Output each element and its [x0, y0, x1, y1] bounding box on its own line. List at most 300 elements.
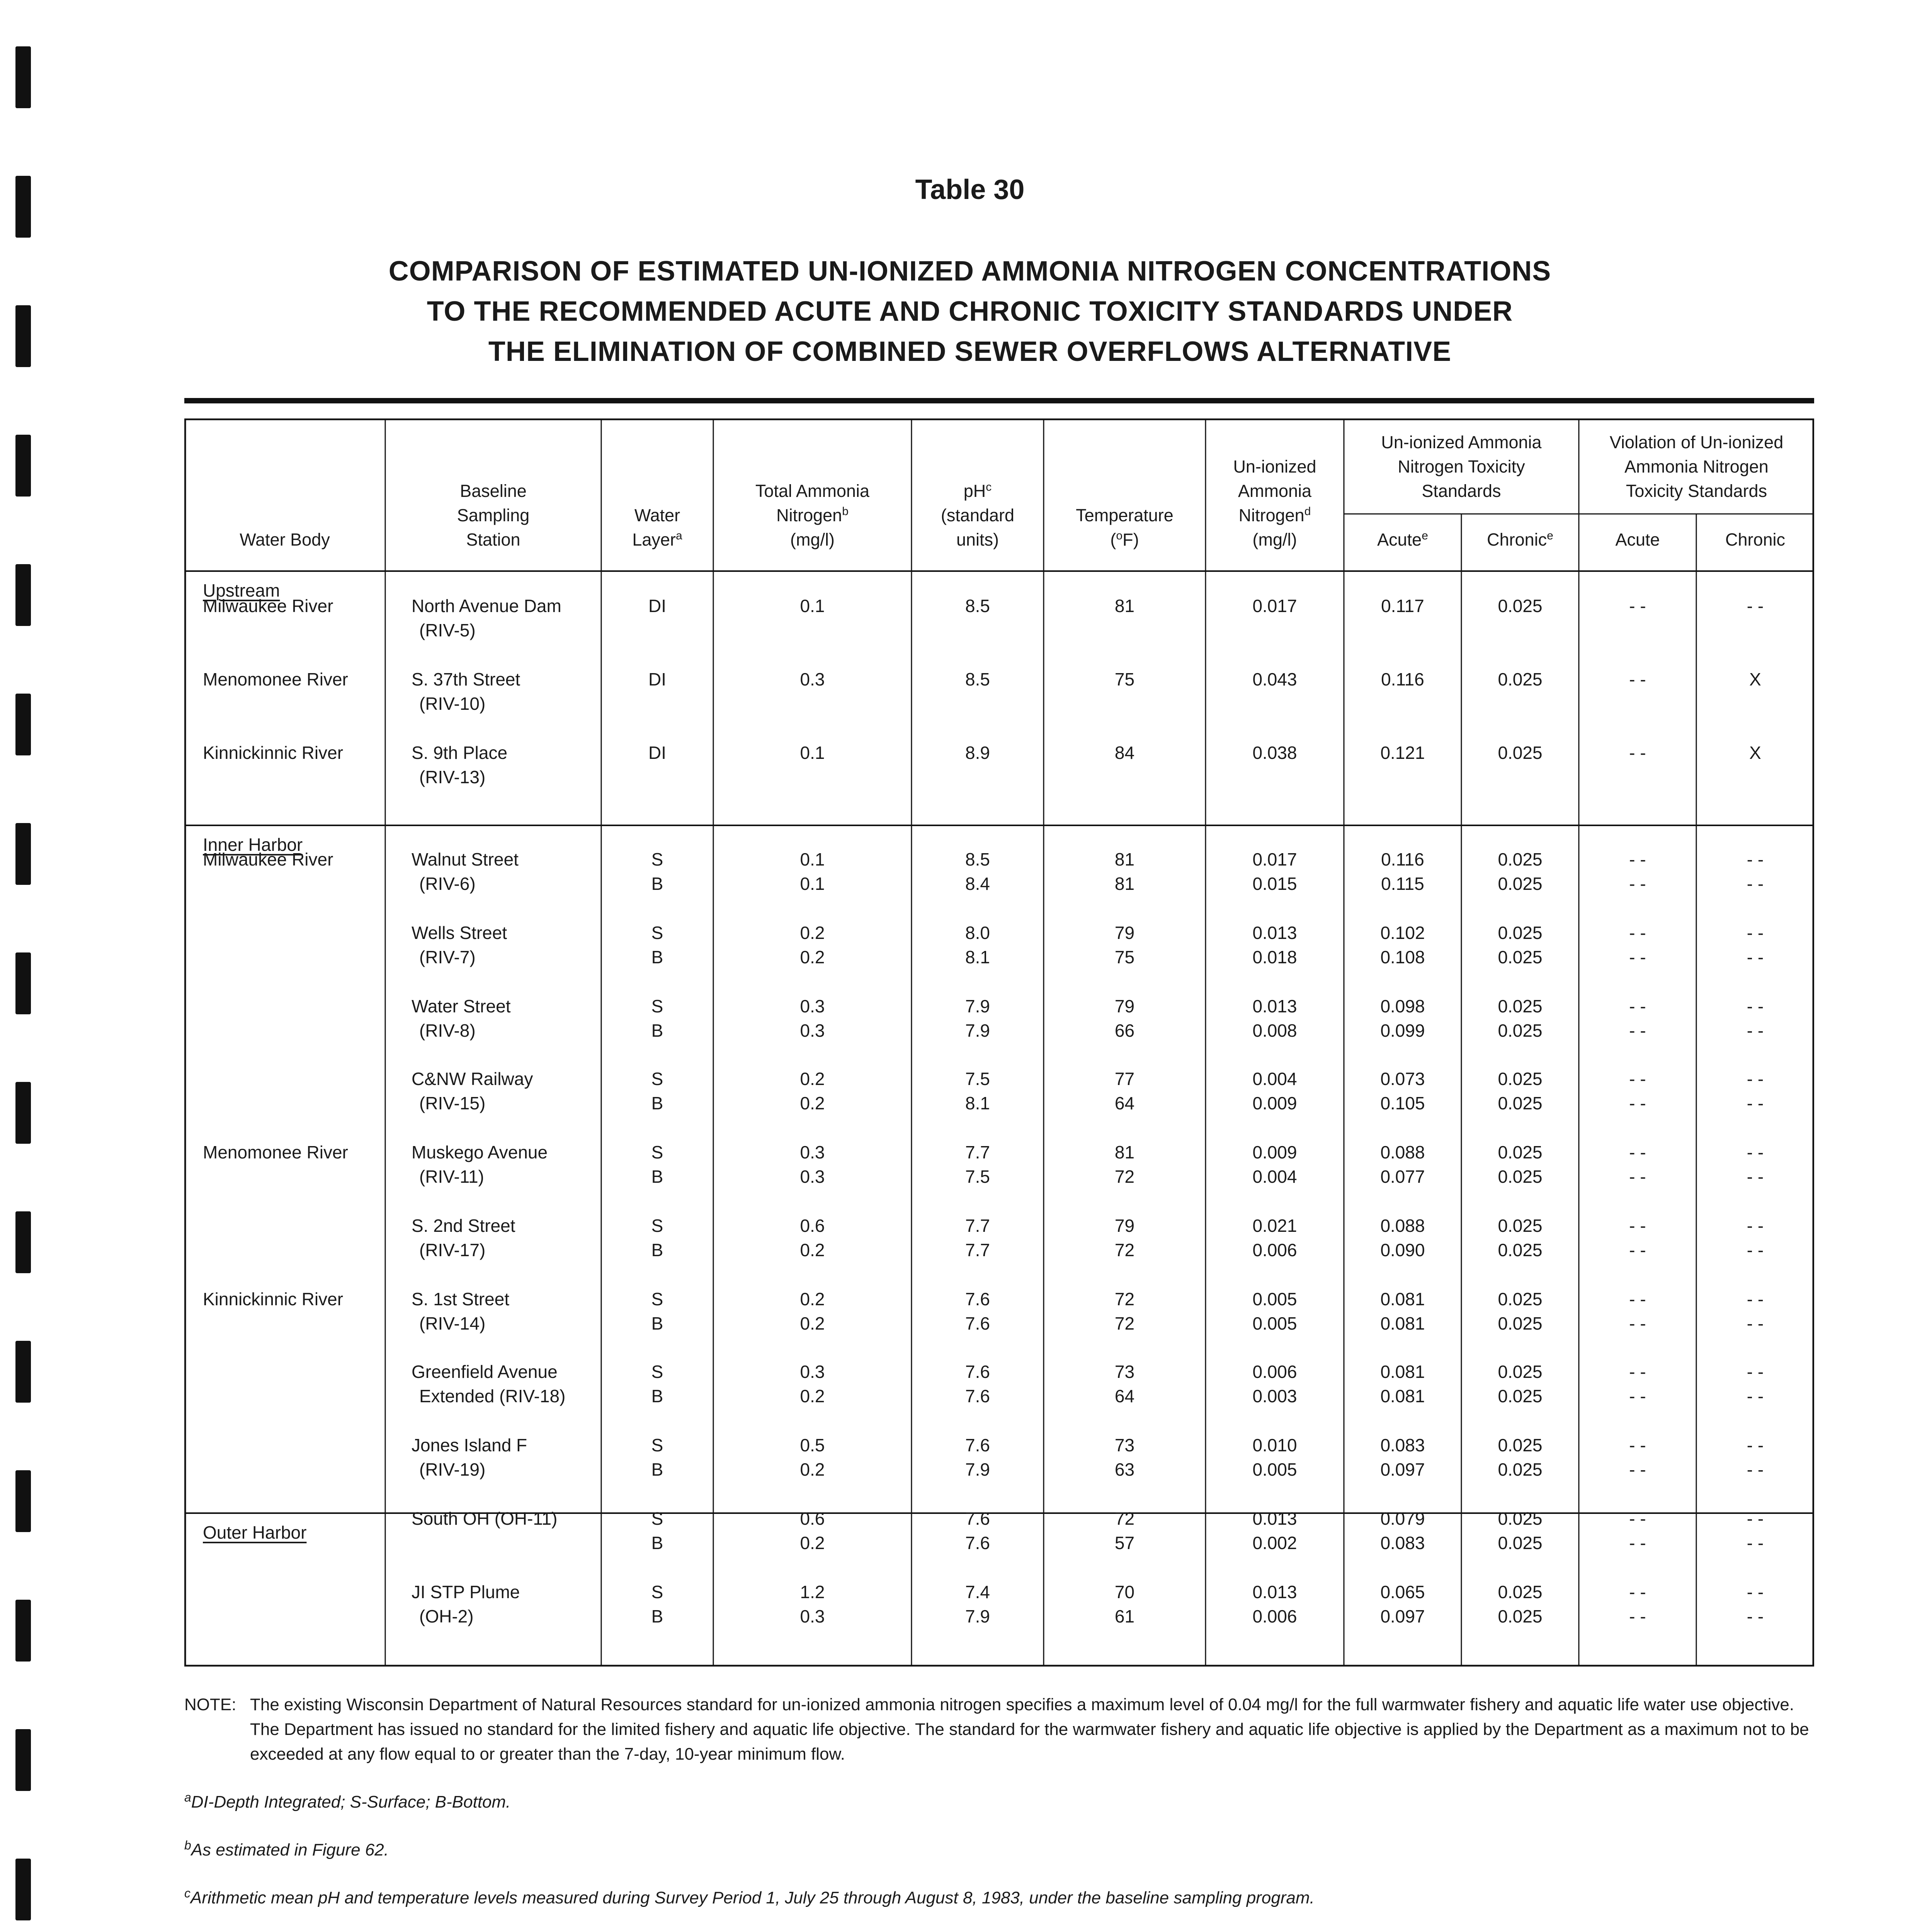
header-line: Nitrogen Toxicity — [1398, 457, 1525, 476]
header-unionized — [1206, 454, 1344, 552]
vc-cell: - - — [1747, 1533, 1764, 1553]
temp-cell: 70 — [1114, 1582, 1135, 1602]
layer-cell: S — [651, 1289, 663, 1309]
vc-cell: - - — [1747, 874, 1764, 894]
chronic-cell: 0.025 — [1498, 996, 1543, 1016]
header-line: Temperature — [1076, 505, 1173, 525]
ph-cell: 7.7 — [965, 1142, 990, 1162]
header-line: F) — [1122, 530, 1139, 549]
acute-cell: 0.083 — [1380, 1435, 1425, 1455]
water-body-cell: Milwaukee River — [203, 596, 333, 616]
station-cell: (RIV-6) — [419, 874, 476, 894]
chronic-cell: 0.025 — [1498, 923, 1543, 943]
ph-cell: 8.5 — [965, 849, 990, 869]
tn-cell: 0.1 — [800, 596, 825, 616]
header-line: Nitrogen — [1238, 505, 1304, 525]
chronic-cell: 0.025 — [1498, 1069, 1543, 1089]
header-line: Total Ammonia — [755, 481, 870, 501]
station-cell: (RIV-7) — [419, 947, 476, 967]
acute-cell: 0.081 — [1380, 1313, 1425, 1333]
ph-cell: 7.9 — [965, 1020, 990, 1041]
header-chronic-standard: Chronic$^e$ — [1487, 529, 1553, 549]
layer-cell: B — [651, 1386, 663, 1406]
layer-cell: B — [651, 1093, 663, 1113]
un-cell: 0.015 — [1252, 874, 1297, 894]
va-cell: - - — [1629, 947, 1646, 967]
header-line: (standard — [940, 505, 1015, 525]
layer-cell: B — [651, 1606, 663, 1626]
chronic-cell: 0.025 — [1498, 743, 1543, 763]
temp-cell: 81 — [1114, 849, 1135, 869]
layer-cell: B — [651, 874, 663, 894]
va-cell: - - — [1629, 669, 1646, 689]
station-cell: Water Street — [412, 996, 511, 1016]
un-cell: 0.006 — [1252, 1362, 1297, 1382]
vc-cell: - - — [1747, 1459, 1764, 1480]
station-cell: S. 2nd Street — [412, 1216, 515, 1236]
vc-cell: - - — [1747, 1289, 1764, 1309]
temp-cell: 64 — [1114, 1093, 1135, 1113]
footnote-mark: e — [1547, 529, 1553, 542]
layer-cell: B — [651, 947, 663, 967]
temp-cell: 79 — [1114, 996, 1135, 1016]
header-ph — [912, 479, 1044, 552]
vc-cell: - - — [1747, 1240, 1764, 1260]
va-cell: - - — [1629, 1459, 1646, 1480]
tn-cell: 0.6 — [800, 1509, 825, 1529]
chronic-cell: 0.025 — [1498, 1313, 1543, 1333]
layer-cell: S — [651, 923, 663, 943]
station-cell: (RIV-14) — [419, 1313, 486, 1333]
title-line: THE ELIMINATION OF COMBINED SEWER OVERFLOWS ALTERNATIVE — [488, 336, 1452, 367]
va-cell: - - — [1629, 1582, 1646, 1602]
ph-cell: 7.9 — [965, 996, 990, 1016]
va-cell: - - — [1629, 849, 1646, 869]
ph-cell: 7.6 — [965, 1435, 990, 1455]
header-line: Sampling — [457, 505, 530, 525]
vc-cell: - - — [1747, 1142, 1764, 1162]
tn-cell: 0.2 — [800, 1459, 825, 1480]
binding-mark — [15, 1211, 31, 1273]
binding-mark — [15, 1470, 31, 1532]
ph-cell: 8.5 — [965, 596, 990, 616]
un-cell: 0.004 — [1252, 1167, 1297, 1187]
binding-mark — [15, 823, 31, 885]
station-cell: (RIV-13) — [419, 767, 486, 787]
ph-cell: 7.7 — [965, 1240, 990, 1260]
station-cell: North Avenue Dam — [412, 596, 561, 616]
table-number: Table 30 — [915, 174, 1025, 205]
layer-cell: B — [651, 1240, 663, 1260]
binding-mark — [15, 1600, 31, 1662]
layer-cell: B — [651, 1459, 663, 1480]
un-cell: 0.005 — [1252, 1289, 1297, 1309]
acute-cell: 0.116 — [1381, 669, 1424, 689]
tn-cell: 0.3 — [800, 669, 825, 689]
un-cell: 0.013 — [1252, 1582, 1297, 1602]
tn-cell: 0.3 — [800, 996, 825, 1016]
header-line: Water — [634, 505, 680, 525]
un-cell: 0.003 — [1252, 1386, 1297, 1406]
tn-cell: 0.5 — [800, 1435, 825, 1455]
binding-mark — [15, 435, 31, 497]
vc-cell: - - — [1747, 1606, 1764, 1626]
va-cell: - - — [1629, 1509, 1646, 1529]
acute-cell: 0.083 — [1380, 1533, 1425, 1553]
header-line: units) — [956, 530, 999, 549]
acute-cell: 0.097 — [1380, 1459, 1425, 1480]
un-cell: 0.038 — [1252, 743, 1297, 763]
tn-cell: 0.2 — [800, 1533, 825, 1553]
vc-cell: - - — [1747, 1362, 1764, 1382]
header-total-ammonia — [713, 479, 912, 552]
layer-cell: S — [651, 849, 663, 869]
tn-cell: 0.2 — [800, 947, 825, 967]
footnote-b: $^b$As estimated in Figure 62. — [184, 1838, 389, 1859]
acute-cell: 0.098 — [1380, 996, 1425, 1016]
station-cell: (RIV-19) — [419, 1459, 486, 1480]
water-body-cell: Menomonee River — [203, 669, 348, 689]
layer-cell: B — [651, 1313, 663, 1333]
vc-cell: - - — [1747, 1509, 1764, 1529]
ph-cell: 7.6 — [965, 1509, 990, 1529]
acute-cell: 0.081 — [1380, 1386, 1425, 1406]
chronic-cell: 0.025 — [1498, 1509, 1543, 1529]
ph-cell: 8.1 — [965, 947, 990, 967]
acute-cell: 0.108 — [1380, 947, 1425, 967]
layer-cell: S — [651, 1435, 663, 1455]
footnote-c: $^c$Arithmetic mean pH and temperature levels measured during Survey Period 1, July 25 through August 8, 1983, under the baseline sampling program. — [184, 1886, 1315, 1907]
chronic-cell: 0.025 — [1498, 1020, 1543, 1041]
header-temperature — [1044, 503, 1206, 552]
vc-cell: - - — [1747, 1020, 1764, 1041]
header-line: Nitrogen — [776, 505, 842, 525]
chronic-cell: 0.025 — [1498, 1459, 1543, 1480]
acute-cell: 0.081 — [1380, 1289, 1425, 1309]
title-line: COMPARISON OF ESTIMATED UN-IONIZED AMMONIA NITROGEN CONCENTRATIONS — [388, 256, 1551, 287]
header-water-body: Water Body — [240, 530, 330, 549]
ph-cell: 7.4 — [965, 1582, 990, 1602]
ph-cell: 7.7 — [965, 1216, 990, 1236]
tn-cell: 0.3 — [800, 1020, 825, 1041]
header-line: Un-ionized Ammonia — [1381, 432, 1542, 452]
acute-cell: 0.088 — [1380, 1216, 1425, 1236]
ph-cell: 7.6 — [965, 1362, 990, 1382]
header-station — [385, 479, 601, 552]
station-cell: JI STP Plume — [412, 1582, 520, 1602]
acute-cell: 0.081 — [1380, 1362, 1425, 1382]
group-outer-harbor: Outer Harbor — [203, 1522, 307, 1543]
header-layer — [601, 503, 713, 552]
vc-cell: - - — [1747, 1313, 1764, 1333]
chronic-cell: 0.025 — [1498, 1093, 1543, 1113]
va-cell: - - — [1629, 1240, 1646, 1260]
header-acute-standard: Acute$^e$ — [1377, 529, 1428, 549]
acute-cell: 0.115 — [1381, 874, 1424, 894]
header-line: Violation of Un-ionized — [1609, 432, 1784, 452]
binding-mark — [15, 564, 31, 626]
temp-cell: 77 — [1114, 1069, 1135, 1089]
acute-cell: 0.102 — [1380, 923, 1425, 943]
ph-cell: 7.9 — [965, 1606, 990, 1626]
acute-cell: 0.077 — [1380, 1167, 1425, 1187]
temp-cell: 73 — [1114, 1362, 1135, 1382]
tn-cell: 0.1 — [800, 743, 825, 763]
footnote-mark: o — [1116, 529, 1123, 542]
tn-cell: 0.2 — [800, 1386, 825, 1406]
tn-cell: 0.1 — [800, 849, 825, 869]
un-cell: 0.002 — [1252, 1533, 1297, 1553]
ph-cell: 7.6 — [965, 1313, 990, 1333]
vc-cell: - - — [1747, 996, 1764, 1016]
temp-cell: 72 — [1114, 1167, 1135, 1187]
ph-cell: 7.9 — [965, 1459, 990, 1480]
layer-cell: B — [651, 1533, 663, 1553]
temp-cell: 57 — [1114, 1533, 1135, 1553]
binding-mark — [15, 1341, 31, 1403]
tn-cell: 0.3 — [800, 1606, 825, 1626]
tn-cell: 0.2 — [800, 1240, 825, 1260]
ph-cell: 7.6 — [965, 1289, 990, 1309]
un-cell: 0.021 — [1252, 1216, 1297, 1236]
va-cell: - - — [1629, 1020, 1646, 1041]
un-cell: 0.010 — [1252, 1435, 1297, 1455]
temp-cell: 64 — [1114, 1386, 1135, 1406]
temp-cell: 72 — [1114, 1289, 1135, 1309]
table-note — [184, 1692, 1815, 1767]
va-cell: - - — [1629, 743, 1646, 763]
footnote-mark: b — [842, 505, 849, 518]
temp-cell: 73 — [1114, 1435, 1135, 1455]
acute-cell: 0.088 — [1380, 1142, 1425, 1162]
un-cell: 0.005 — [1252, 1459, 1297, 1480]
layer-cell: S — [651, 1509, 663, 1529]
header-line: ( — [1110, 530, 1116, 549]
va-cell: - - — [1629, 1362, 1646, 1382]
station-cell: (OH-2) — [419, 1606, 474, 1626]
layer-cell: S — [651, 1142, 663, 1162]
footnote-mark: c — [986, 481, 992, 493]
binding-mark — [15, 1082, 31, 1144]
va-cell: - - — [1629, 1167, 1646, 1187]
ph-cell: 7.5 — [965, 1167, 990, 1187]
un-cell: 0.006 — [1252, 1240, 1297, 1260]
ph-cell: 8.0 — [965, 923, 990, 943]
tn-cell: 0.2 — [800, 1069, 825, 1089]
layer-cell: S — [651, 1582, 663, 1602]
station-cell: Extended (RIV-18) — [419, 1386, 566, 1406]
acute-cell: 0.090 — [1380, 1240, 1425, 1260]
footnote-mark: a — [675, 529, 682, 542]
chronic-cell: 0.025 — [1498, 1167, 1543, 1187]
vc-cell: - - — [1747, 923, 1764, 943]
va-cell: - - — [1629, 1386, 1646, 1406]
table-title — [0, 251, 1932, 372]
acute-cell: 0.121 — [1380, 743, 1425, 763]
tn-cell: 1.2 — [800, 1582, 825, 1602]
temp-cell: 75 — [1114, 669, 1135, 689]
ph-cell: 8.5 — [965, 669, 990, 689]
un-cell: 0.017 — [1252, 849, 1297, 869]
ph-cell: 8.4 — [965, 874, 990, 894]
chronic-cell: 0.025 — [1498, 1240, 1543, 1260]
data-table — [184, 418, 1814, 1667]
layer-cell: B — [651, 1167, 663, 1187]
temp-cell: 72 — [1114, 1240, 1135, 1260]
footnote-mark: e — [1422, 529, 1428, 542]
un-cell: 0.043 — [1252, 669, 1297, 689]
acute-cell: 0.073 — [1380, 1069, 1425, 1089]
temp-cell: 63 — [1114, 1459, 1135, 1480]
tn-cell: 0.2 — [800, 923, 825, 943]
header-line: Layer — [632, 530, 676, 549]
acute-cell: 0.117 — [1381, 596, 1424, 616]
footnote-a: $^a$DI-Depth Integrated; S-Surface; B-Bottom. — [184, 1790, 511, 1811]
acute-cell: 0.099 — [1380, 1020, 1425, 1041]
chronic-cell: 0.025 — [1498, 1362, 1543, 1382]
vc-cell: - - — [1747, 1582, 1764, 1602]
binding-mark — [15, 952, 31, 1014]
temp-cell: 79 — [1114, 1216, 1135, 1236]
temp-cell: 79 — [1114, 923, 1135, 943]
binding-mark — [15, 1859, 31, 1920]
station-cell: S. 37th Street — [412, 669, 520, 689]
acute-cell: 0.105 — [1380, 1093, 1425, 1113]
station-cell: (RIV-17) — [419, 1240, 486, 1260]
acute-cell: 0.079 — [1380, 1509, 1425, 1529]
water-body-cell: Menomonee River — [203, 1142, 348, 1162]
chronic-cell: 0.025 — [1498, 849, 1543, 869]
header-line: Un-ionized — [1233, 457, 1316, 476]
vc-cell: - - — [1747, 1167, 1764, 1187]
layer-cell: S — [651, 1069, 663, 1089]
station-cell: (RIV-15) — [419, 1093, 486, 1113]
acute-cell: 0.097 — [1380, 1606, 1425, 1626]
water-body-cell: Kinnickinnic River — [203, 1289, 344, 1309]
title-rule — [184, 398, 1814, 403]
title-line: TO THE RECOMMENDED ACUTE AND CHRONIC TOXICITY STANDARDS UNDER — [427, 296, 1513, 327]
un-cell: 0.009 — [1252, 1142, 1297, 1162]
ph-cell: 8.9 — [965, 743, 990, 763]
header-line: pH — [963, 481, 986, 501]
un-cell: 0.013 — [1252, 923, 1297, 943]
acute-cell: 0.116 — [1381, 849, 1424, 869]
station-cell: Walnut Street — [412, 849, 519, 869]
layer-cell: B — [651, 1020, 663, 1041]
notes-section — [184, 1692, 1815, 1932]
va-cell: - - — [1629, 1533, 1646, 1553]
va-cell: - - — [1629, 1142, 1646, 1162]
water-body-cell: Kinnickinnic River — [203, 743, 344, 763]
header-standards-group — [1344, 430, 1579, 503]
layer-cell: S — [651, 1216, 663, 1236]
chronic-cell: 0.025 — [1498, 1289, 1543, 1309]
un-cell: 0.013 — [1252, 996, 1297, 1016]
va-cell: - - — [1629, 596, 1646, 616]
tn-cell: 0.3 — [800, 1362, 825, 1382]
binding-mark — [15, 46, 31, 108]
water-body-cell: Milwaukee River — [203, 849, 333, 869]
station-cell: C&NW Railway — [412, 1069, 533, 1089]
un-cell: 0.004 — [1252, 1069, 1297, 1089]
binding-mark — [15, 694, 31, 755]
vc-cell: - - — [1747, 849, 1764, 869]
tn-cell: 0.1 — [800, 874, 825, 894]
header-line: (mg/l) — [790, 530, 835, 549]
ph-cell: 7.6 — [965, 1386, 990, 1406]
station-cell: South OH (OH-11) — [412, 1509, 558, 1529]
station-cell: (RIV-8) — [419, 1020, 476, 1041]
va-cell: - - — [1629, 1313, 1646, 1333]
un-cell: 0.013 — [1252, 1509, 1297, 1529]
va-cell: - - — [1629, 1289, 1646, 1309]
chronic-cell: 0.025 — [1498, 874, 1543, 894]
vc-cell: - - — [1747, 1386, 1764, 1406]
vc-cell: - - — [1747, 1093, 1764, 1113]
va-cell: - - — [1629, 874, 1646, 894]
chronic-cell: 0.025 — [1498, 1142, 1543, 1162]
station-cell: Muskego Avenue — [412, 1142, 548, 1162]
ph-cell: 7.6 — [965, 1533, 990, 1553]
station-cell: (RIV-5) — [419, 620, 476, 640]
chronic-cell: 0.025 — [1498, 1216, 1543, 1236]
station-cell: S. 9th Place — [412, 743, 508, 763]
header-line: Station — [466, 530, 520, 549]
layer-cell: S — [651, 996, 663, 1016]
va-cell: - - — [1629, 1216, 1646, 1236]
vc-cell: - - — [1747, 596, 1764, 616]
va-cell: - - — [1629, 1093, 1646, 1113]
ph-cell: 8.1 — [965, 1093, 990, 1113]
un-cell: 0.018 — [1252, 947, 1297, 967]
note-text: The existing Wisconsin Department of Natural Resources standard for un-ionized ammonia nitrogen specifies a maximum level of 0.04 mg/l for the full warmwater fishery and aquatic life water use objective. The Department has issued no standard for the limited fishery and aquatic life objective. The standard for the warmwater fishery and aquatic life objective is applied by the Department as a maximum not to be exceeded at any flow equal to or greater than the 7-day, 10-year minimum flow. — [250, 1695, 1809, 1764]
tn-cell: 0.6 — [800, 1216, 825, 1236]
station-cell: (RIV-10) — [419, 694, 486, 714]
header-line: (mg/l) — [1252, 530, 1297, 549]
layer-cell: DI — [648, 669, 666, 689]
header-line: Standards — [1422, 481, 1501, 501]
vc-cell: - - — [1747, 1069, 1764, 1089]
chronic-cell: 0.025 — [1498, 947, 1543, 967]
un-cell: 0.005 — [1252, 1313, 1297, 1333]
temp-cell: 66 — [1114, 1020, 1135, 1041]
header-chronic-violation: Chronic — [1725, 530, 1786, 549]
group-upstream: Upstream — [203, 580, 280, 600]
temp-cell: 75 — [1114, 947, 1135, 967]
group-inner-harbor: Inner Harbor — [203, 835, 303, 855]
station-cell: Greenfield Avenue — [412, 1362, 558, 1382]
layer-cell: DI — [648, 596, 666, 616]
chronic-cell: 0.025 — [1498, 669, 1543, 689]
vc-cell: - - — [1747, 947, 1764, 967]
va-cell: - - — [1629, 1435, 1646, 1455]
chronic-cell: 0.025 — [1498, 596, 1543, 616]
header-line: Ammonia — [1238, 481, 1312, 501]
un-cell: 0.008 — [1252, 1020, 1297, 1041]
footnote-mark: d — [1304, 505, 1311, 518]
temp-cell: 81 — [1114, 874, 1135, 894]
chronic-cell: 0.025 — [1498, 1606, 1543, 1626]
note-label: NOTE: — [184, 1695, 236, 1714]
tn-cell: 0.3 — [800, 1167, 825, 1187]
header-line: Ammonia Nitrogen — [1624, 457, 1769, 476]
va-cell: - - — [1629, 1606, 1646, 1626]
chronic-cell: 0.025 — [1498, 1533, 1543, 1553]
va-cell: - - — [1629, 1069, 1646, 1089]
binding-mark — [15, 1729, 31, 1791]
temp-cell: 81 — [1114, 1142, 1135, 1162]
tn-cell: 0.2 — [800, 1093, 825, 1113]
